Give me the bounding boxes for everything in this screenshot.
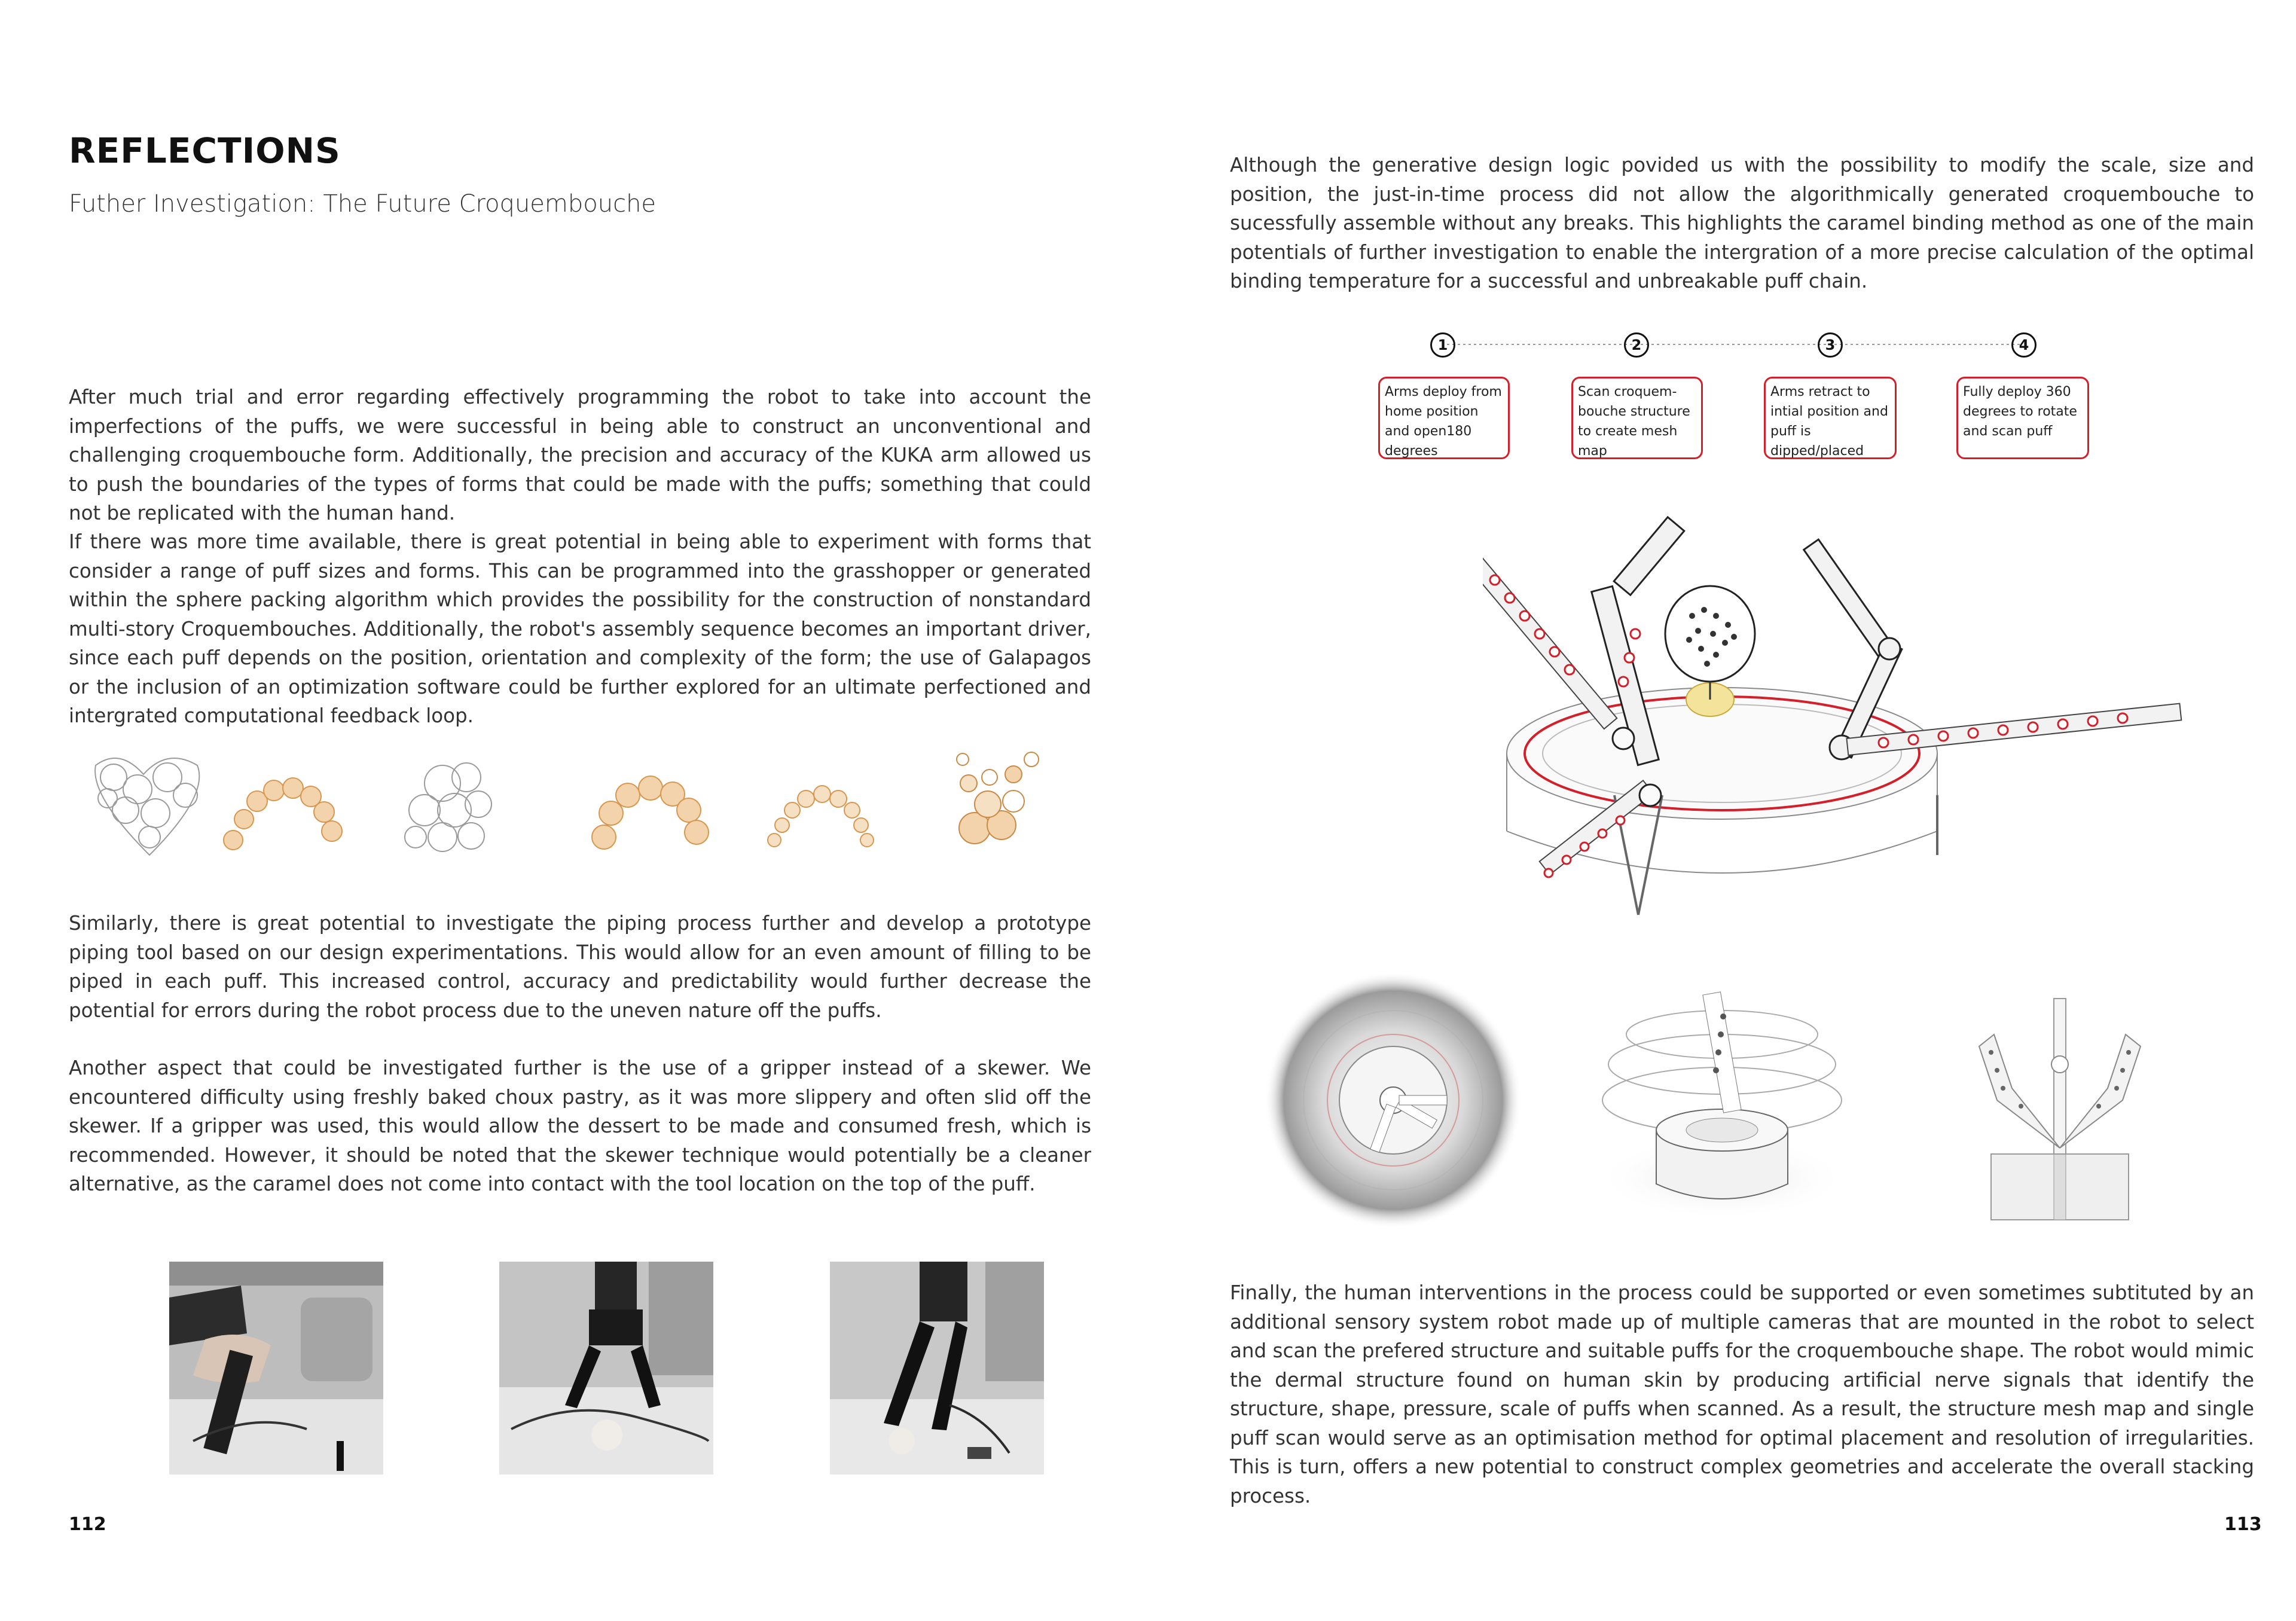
page-heading: REFLECTIONS: [69, 130, 341, 171]
photo-gripper-1: [499, 1262, 713, 1475]
step-box-1: Arms deploy from home position and open180 degrees: [1378, 377, 1510, 459]
photo-skewer-hand: [169, 1262, 383, 1475]
render-perspective-view: [1590, 981, 1854, 1226]
step-number-4: 4: [2011, 332, 2037, 358]
paragraph-1: After much trial and error regarding effectively programming the robot to take into account the imperfections of the puffs, we were successful in being able to construct an unconventional and challenging croquembouche form. Additionally, the precision and accuracy of the KUKA arm allowed us to push the boundaries of the types of forms that could be made with the puffs; something that could not be replicated with the human hand.: [69, 386, 1091, 524]
sketch-mixed-cluster: [957, 752, 1039, 844]
step-number-2: 2: [1624, 332, 1649, 358]
sketch-row: [84, 741, 1064, 861]
paragraph-3: Similarly, there is great potential to investigate the piping process further and develop a prototype piping tool based on our design experimentations. This would allow for an even amount of filling to be piped in each puff. This increased control, accuracy and predictability would further decrease the potential for errors during the robot process due to the uneven nature off the puffs.: [69, 912, 1091, 1022]
page-number-left: 112: [69, 1514, 106, 1535]
sketch-orange-arch-2: [592, 776, 709, 849]
render-top-view: [1256, 969, 1531, 1232]
step-number-3: 3: [1818, 332, 1843, 358]
paragraph-4: Another aspect that could be investigated further is the use of a gripper instead of a skewer. We encountered difficulty using freshly baked choux pastry, as it was more slippery and often slid off the skewer. If a gripper was used, this would allow the dessert to be made and consumed fresh, which is recommended. However, it should be noted that the skewer technique would potentially be a cleaner alternative, as the caramel does not come into contact with the tool location on the top of the puff.: [69, 1057, 1091, 1195]
page-subheading: Futher Investigation: The Future Croquembouche: [69, 190, 657, 218]
photo-gripper-2: [830, 1262, 1044, 1475]
page-number-right: 113: [2224, 1514, 2262, 1535]
sketch-orange-arch-1: [224, 778, 342, 850]
paragraph-2: If there was more time available, there is great potential in being able to experiment with forms that consider a range of puff sizes and forms. This can be programmed into the grasshopper or generated within the sphere packing algorithm which provides the possibility for the construction of nonstandard multi-story Croquembouches. Additionally, the robot's assembly sequence becomes an important driver, since each puff depends on the position, orientation and complexity of the form; the use of Galapagos or the inclusion of an optimization software could be further explored for an ultimate perfectioned and intergrated computational feedback loop.: [69, 530, 1091, 727]
intro-paragraph: Although the generative design logic povided us with the possibility to modify the scale, size and position, the just-in-time process did not allow the algorithmically generated croquembouche to sucessfully assemble without any breaks. This highlights the caramel binding method as one of the main potentials of further investigation to enable the intergration of a more precise calculation of the optimal binding temperature for a successful and unbreakable puff chain.: [1230, 154, 2254, 292]
sketch-orange-arch-3: [768, 786, 874, 847]
puff-chain-upper-left: [1483, 544, 1617, 729]
step-box-2: Scan croquem-bouche structure to create mesh map: [1571, 377, 1703, 459]
robot-diagram: [1483, 496, 2296, 963]
steps-connector: [1435, 332, 2033, 356]
render-front-view: [1955, 987, 2182, 1226]
step-number-1: 1: [1430, 332, 1455, 358]
sketch-heart-cluster: [95, 758, 199, 855]
sketch-gray-cluster: [405, 763, 491, 851]
step-box-3: Arms retract to intial position and puff is dipped/placed: [1764, 377, 1897, 459]
step-box-4: Fully deploy 360 degrees to rotate and scan puff: [1956, 377, 2089, 459]
outro-paragraph: Finally, the human interventions in the process could be supported or even sometimes subtituted by an additional sensory system robot made up of multiple cameras that are mounted in the robot to select and scan the prefered structure and suitable puffs for the croquembouche shape. The robot would mimic the dermal structure found on human skin by producing artificial nerve signals that identify the structure, shape, pressure, scale of puffs when scanned. As a result, the structure mesh map and single puff scan would serve as an optimisation method for optimal placement and resolution of irregularities. This is turn, offers a new potential to construct complex geometries and accelerate the overall stacking process.: [1230, 1281, 2254, 1507]
